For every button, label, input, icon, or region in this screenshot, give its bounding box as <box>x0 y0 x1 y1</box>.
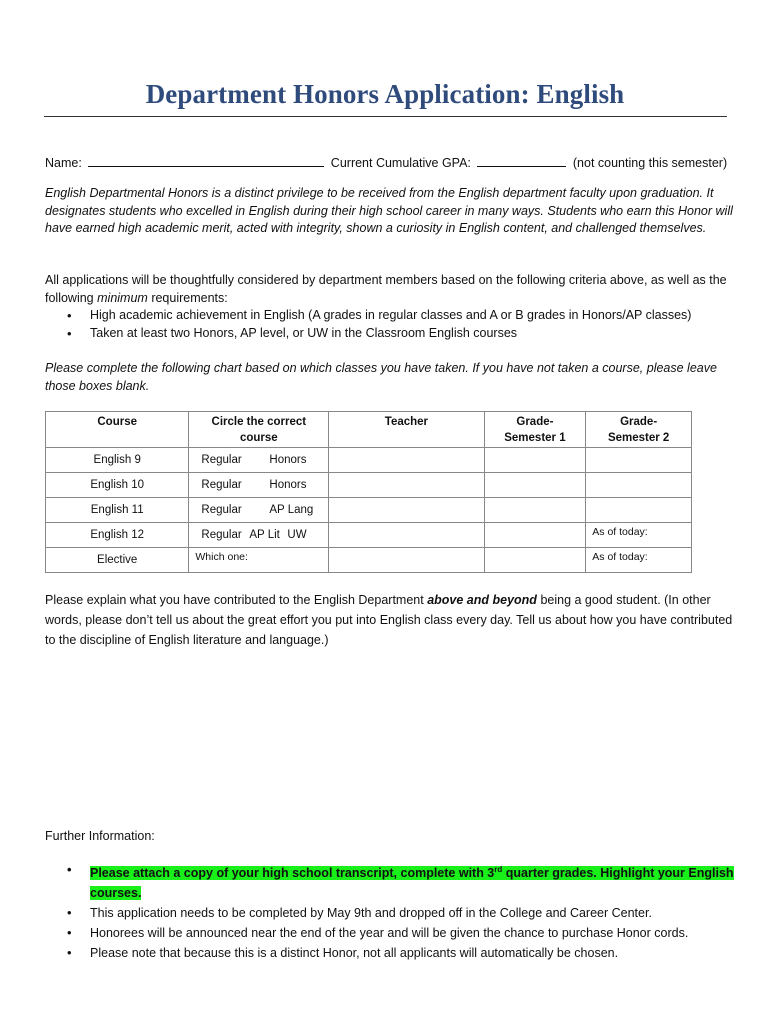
circle-cell[interactable]: Regular Honors <box>189 473 329 498</box>
grade-sem2-cell[interactable] <box>586 498 692 523</box>
name-field[interactable] <box>88 154 324 167</box>
grade-sem1-cell[interactable] <box>484 498 586 523</box>
criteria-section <box>45 272 735 342</box>
course-cell: Elective <box>46 548 189 573</box>
table-row <box>46 473 692 498</box>
header-grade-sem2: Grade- Semester 2 <box>586 412 692 448</box>
header-grade-sem1: Grade- Semester 1 <box>484 412 586 448</box>
intro-paragraph: English Departmental Honors is a distinct privilege to be received from the English department faculty upon graduation. It designates students who excelled in English during their high school career in many ways. Students who earn this Honor will have earned high academic merit, acted with integrity, shown a curiosity in English content, and challenged themselves. <box>45 186 733 235</box>
criteria-list <box>45 307 735 342</box>
further-item: • This application needs to be completed by May 9th and dropped off in the College and Career Center. <box>45 903 735 923</box>
name-gpa-line <box>45 154 727 170</box>
further-item: • Please note that because this is a distinct Honor, not all applicants will automatically be chosen. <box>45 943 735 963</box>
page-title: Department Honors Application: English <box>145 79 625 109</box>
circle-cell[interactable]: Regular AP Lit UW <box>189 523 329 548</box>
gpa-label: Current Cumulative GPA: <box>330 156 471 170</box>
header-teacher: Teacher <box>329 412 484 448</box>
further-item: • Honorees will be announced near the end of the year and will be given the chance to purchase Honor cords. <box>45 923 735 943</box>
table-row <box>46 523 692 548</box>
further-heading: Further Information: <box>45 829 155 843</box>
criteria-item: • Taken at least two Honors, AP level, or UW in the Classroom English courses <box>45 325 735 343</box>
circle-cell[interactable]: Regular Honors <box>189 448 329 473</box>
grade-sem2-cell[interactable] <box>586 448 692 473</box>
teacher-cell[interactable] <box>329 523 484 548</box>
transcript-note: • Please attach a copy of your high school transcript, complete with 3rd quarter grades. Highlight your English courses. <box>45 860 735 903</box>
course-cell: English 10 <box>46 473 189 498</box>
grade-sem2-cell[interactable] <box>586 473 692 498</box>
header-circle: Circle the correct course <box>189 412 329 448</box>
circle-cell[interactable]: Which one: <box>189 548 329 573</box>
teacher-cell[interactable] <box>329 548 484 573</box>
criteria-text: All applications will be thoughtfully considered by department members based on the following criteria above, as well as the following minimum requirements: <box>45 273 727 305</box>
teacher-cell[interactable] <box>329 448 484 473</box>
header-course: Course <box>46 412 189 448</box>
grade-sem1-cell[interactable] <box>484 523 586 548</box>
teacher-cell[interactable] <box>329 498 484 523</box>
chart-instruction: Please complete the following chart based on which classes you have taken. If you have not taken a course, please leave those boxes blank. <box>45 361 717 393</box>
grade-sem1-cell[interactable] <box>484 448 586 473</box>
gpa-note: (not counting this semester) <box>572 156 728 170</box>
table-header-row <box>46 412 692 448</box>
contribution-prompt: Please explain what you have contributed to the English Department above and beyond being a good student. (In other words, please don’t tell us about the great effort you put into English class every day. Tell us about how you have contributed to the discipline of English literature and language.) <box>45 593 733 647</box>
grade-sem1-cell[interactable] <box>484 473 586 498</box>
course-table <box>45 411 692 573</box>
circle-cell[interactable]: Regular AP Lang <box>189 498 329 523</box>
grade-sem1-cell[interactable] <box>484 548 586 573</box>
course-cell: English 9 <box>46 448 189 473</box>
table-row <box>46 498 692 523</box>
gpa-field[interactable] <box>477 154 566 167</box>
criteria-item: • High academic achievement in English (A grades in regular classes and A or B grades in Honors/AP classes) <box>45 307 735 325</box>
teacher-cell[interactable] <box>329 473 484 498</box>
table-row <box>46 448 692 473</box>
course-cell: English 12 <box>46 523 189 548</box>
grade-sem2-cell[interactable]: As of today: <box>586 523 692 548</box>
table-row <box>46 548 692 573</box>
further-list <box>45 860 735 963</box>
course-cell: English 11 <box>46 498 189 523</box>
title-rule <box>44 116 727 117</box>
name-label: Name: <box>45 156 82 170</box>
grade-sem2-cell[interactable]: As of today: <box>586 548 692 573</box>
